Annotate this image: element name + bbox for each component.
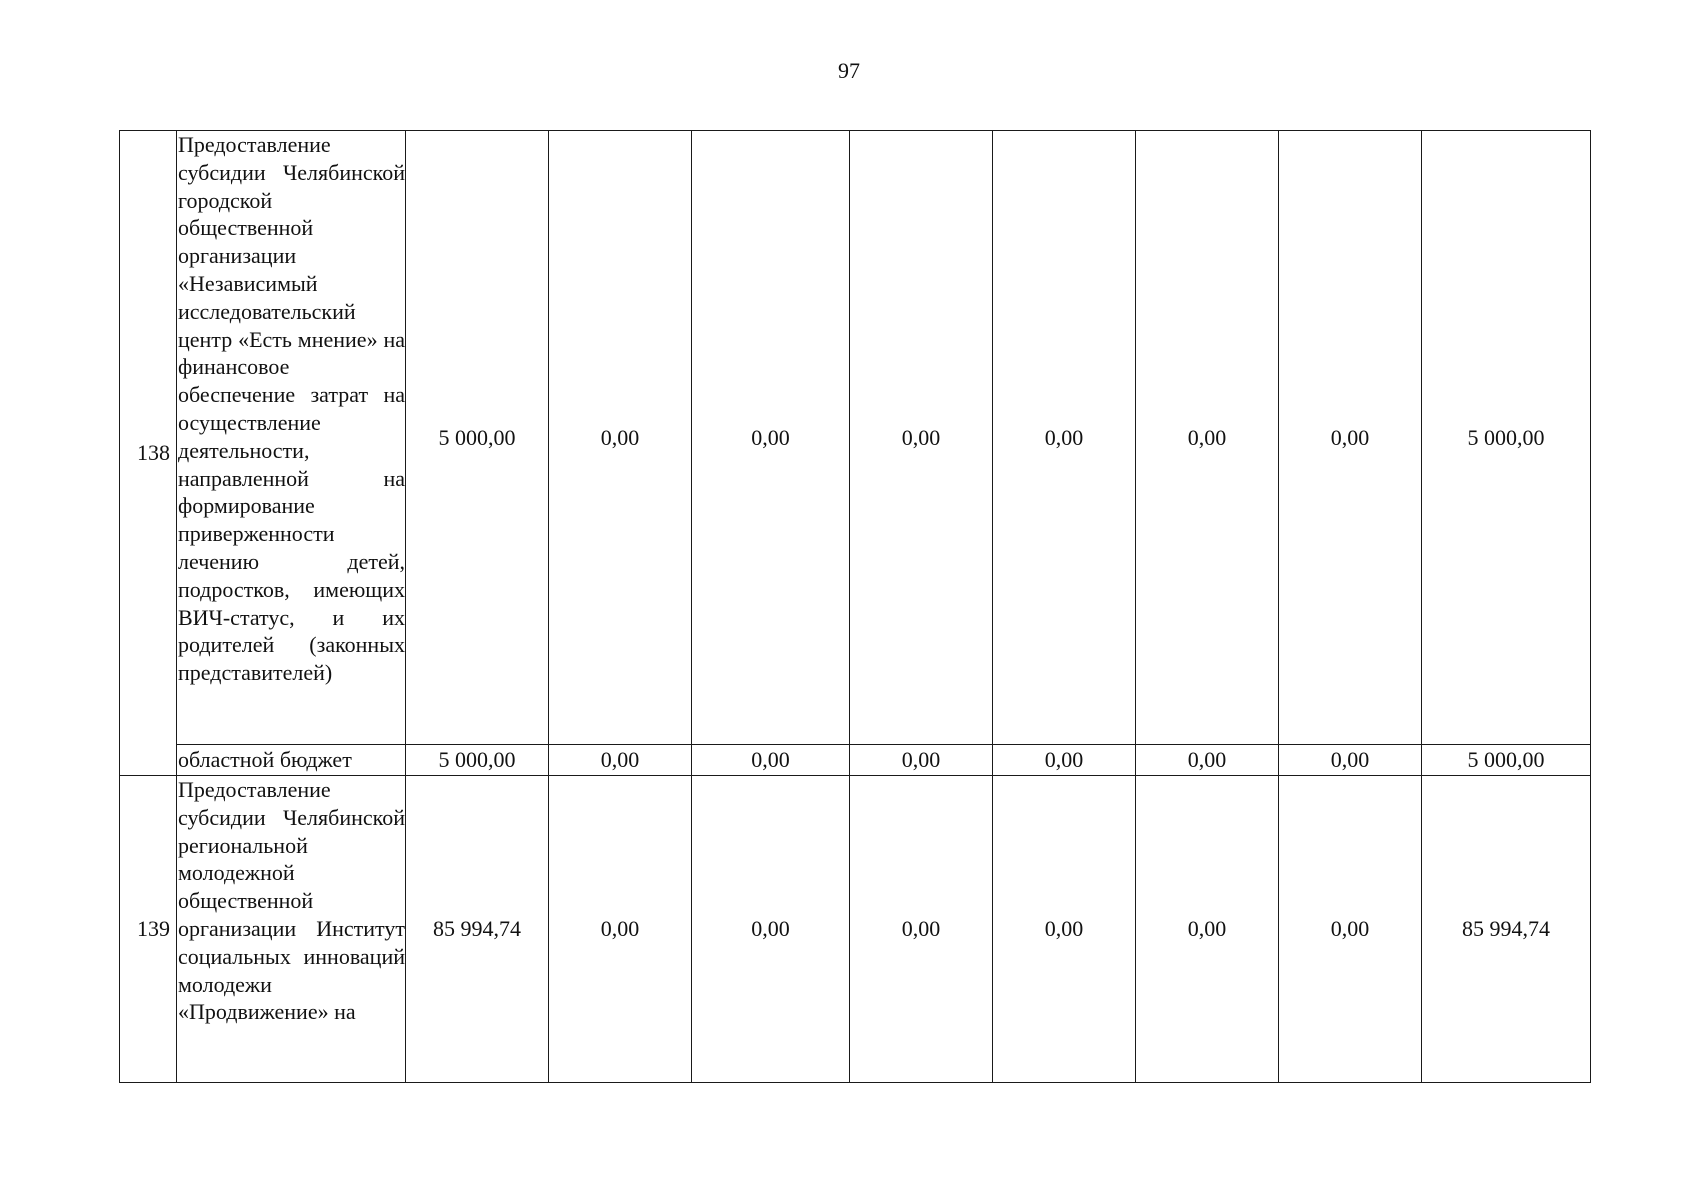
- table-row: [120, 776, 1591, 1083]
- page-number: 97: [838, 58, 860, 83]
- value-cell: 0,00: [993, 745, 1136, 776]
- value-cell: 0,00: [1136, 776, 1279, 1083]
- value-cell: 0,00: [549, 131, 692, 745]
- value-cell: 0,00: [692, 745, 850, 776]
- value-cell: 0,00: [692, 776, 850, 1083]
- value-cell: 0,00: [549, 745, 692, 776]
- table-row-source: [120, 745, 1591, 776]
- value-cell: 85 994,74: [406, 776, 549, 1083]
- value-cell: 0,00: [993, 776, 1136, 1083]
- value-cell: 5 000,00: [406, 131, 549, 745]
- value-cell: 0,00: [1279, 745, 1422, 776]
- budget-table: [119, 130, 1591, 1083]
- value-cell: 0,00: [850, 745, 993, 776]
- value-cell: 0,00: [549, 776, 692, 1083]
- value-cell: 0,00: [692, 131, 850, 745]
- value-cell: 0,00: [1136, 131, 1279, 745]
- total-cell: 85 994,74: [1422, 776, 1591, 1083]
- total-cell: 5 000,00: [1422, 131, 1591, 745]
- value-cell: 5 000,00: [406, 745, 549, 776]
- value-cell: 0,00: [850, 776, 993, 1083]
- row-number: 139: [120, 776, 177, 1083]
- table-row: [120, 131, 1591, 745]
- value-cell: 0,00: [850, 131, 993, 745]
- row-description: Предоставление субсидии Челябинской региональной молодежной общественной организации Институт социальных инноваций молодежи «Продвижение» на: [177, 776, 406, 1083]
- value-cell: 0,00: [1136, 745, 1279, 776]
- row-number: 138: [120, 131, 177, 776]
- value-cell: 0,00: [993, 131, 1136, 745]
- funding-source-label: областной бюджет: [177, 745, 406, 776]
- value-cell: 0,00: [1279, 131, 1422, 745]
- row-description: Предоставление субсидии Челябинской городской общественной организации «Независимый исследовательский центр «Есть мнение» на финансовое обеспечение затрат на осуществление деятельности, направленной на формирование приверженности лечению детей, подростков, имеющих ВИЧ-статус, и их родителей (законных представителей): [177, 131, 406, 745]
- value-cell: 0,00: [1279, 776, 1422, 1083]
- total-cell: 5 000,00: [1422, 745, 1591, 776]
